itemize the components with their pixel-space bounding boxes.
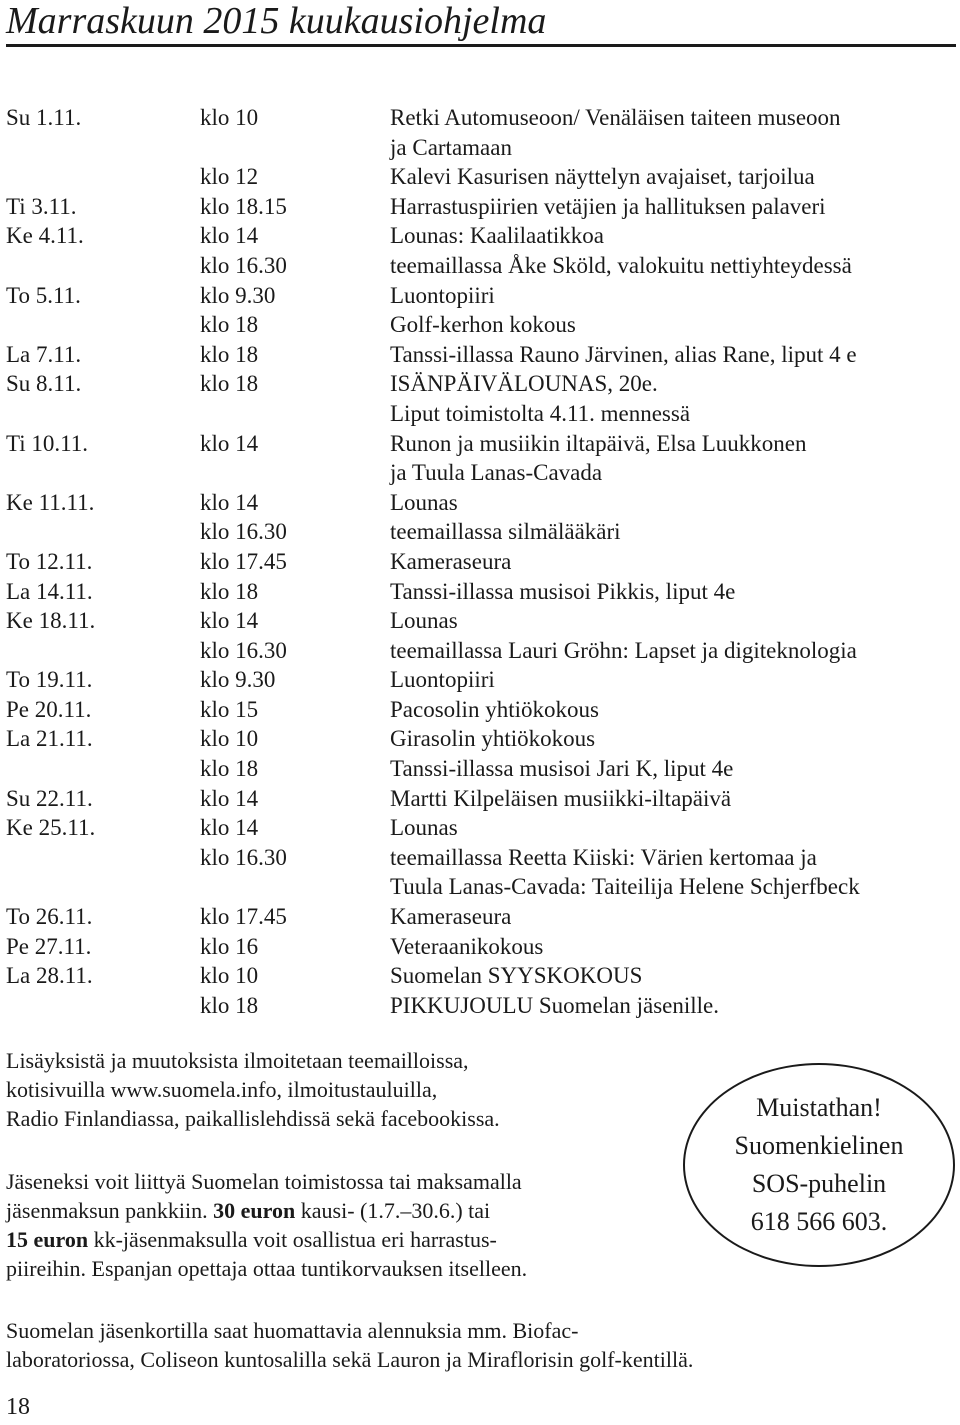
schedule-row <box>6 547 956 577</box>
schedule-day: To 12.11. <box>6 548 93 574</box>
discount-paragraph <box>6 1316 693 1374</box>
schedule-day: La 21.11. <box>6 726 93 752</box>
schedule-table <box>6 103 956 1020</box>
schedule-time: klo 18.15 <box>200 193 287 219</box>
schedule-row <box>6 872 956 902</box>
schedule-event: Lounas: Kaalilaatikkoa <box>390 223 604 249</box>
schedule-time: klo 18 <box>200 371 259 397</box>
schedule-time: klo 14 <box>200 223 259 249</box>
schedule-time: klo 14 <box>200 430 259 456</box>
announce-line: Lisäyksistä ja muutoksista ilmoitetaan teemailloissa, <box>6 1048 469 1073</box>
schedule-event: Lounas <box>390 815 458 841</box>
sos-reminder-bubble <box>683 1063 955 1267</box>
schedule-day: Su 22.11. <box>6 785 93 811</box>
schedule-time: klo 14 <box>200 489 259 515</box>
announcements-paragraph <box>6 1046 500 1133</box>
schedule-event: Luontopiiri <box>390 667 495 693</box>
page-number: 18 <box>6 1394 30 1420</box>
schedule-row <box>6 843 956 873</box>
page-title: Marraskuun 2015 kuukausiohjelma <box>6 0 547 42</box>
schedule-day: Su 8.11. <box>6 371 82 397</box>
schedule-row <box>6 488 956 518</box>
schedule-row <box>6 192 956 222</box>
membership-line: piireihin. Espanjan opettaja ottaa tuntikorvauksen itselleen. <box>6 1256 528 1281</box>
schedule-event: Runon ja musiikin iltapäivä, Elsa Luukkonen <box>390 430 807 456</box>
schedule-time: klo 16.30 <box>200 252 287 278</box>
schedule-row <box>6 991 956 1021</box>
schedule-event: Pacosolin yhtiökokous <box>390 696 599 722</box>
schedule-row <box>6 458 956 488</box>
schedule-row <box>6 369 956 399</box>
schedule-event: Tanssi-illassa musisoi Pikkis, liput 4e <box>390 578 736 604</box>
schedule-row <box>6 961 956 991</box>
reminder-line: Suomenkielinen <box>734 1131 904 1160</box>
schedule-row <box>6 251 956 281</box>
schedule-event: Liput toimistolta 4.11. mennessä <box>390 400 691 426</box>
schedule-row <box>6 636 956 666</box>
schedule-time: klo 17.45 <box>200 548 287 574</box>
schedule-row <box>6 932 956 962</box>
schedule-time: klo 15 <box>200 696 259 722</box>
schedule-time: klo 10 <box>200 105 259 130</box>
schedule-day: Ke 4.11. <box>6 223 84 249</box>
membership-line: Jäseneksi voit liittyä Suomelan toimistossa tai maksamalla <box>6 1169 522 1194</box>
schedule-row <box>6 606 956 636</box>
schedule-time: klo 16 <box>200 933 259 959</box>
schedule-time: klo 14 <box>200 785 259 811</box>
schedule-time: klo 18 <box>200 992 259 1018</box>
schedule-event: Tuula Lanas-Cavada: Taiteilija Helene Schjerfbeck <box>390 874 860 900</box>
schedule-row <box>6 103 956 133</box>
schedule-day: Ke 25.11. <box>6 815 96 841</box>
schedule-row <box>6 695 956 725</box>
schedule-row <box>6 340 956 370</box>
schedule-event: Kameraseura <box>390 904 512 930</box>
schedule-time: klo 14 <box>200 608 259 634</box>
schedule-event: Veteraanikokous <box>390 933 544 959</box>
discount-line: Suomelan jäsenkortilla saat huomattavia alennuksia mm. Biofac- <box>6 1318 579 1343</box>
schedule-event: teemaillassa silmälääkäri <box>390 519 621 545</box>
schedule-row <box>6 399 956 429</box>
membership-line <box>6 1225 527 1254</box>
schedule-time: klo 12 <box>200 164 259 190</box>
schedule-event: ISÄNPÄIVÄLOUNAS, 20e. <box>390 371 658 397</box>
schedule-event: Kalevi Kasurisen näyttelyn avajaiset, tarjoilua <box>390 164 815 190</box>
schedule-row <box>6 754 956 784</box>
schedule-day: La 28.11. <box>6 963 93 989</box>
schedule-row <box>6 221 956 251</box>
schedule-time: klo 17.45 <box>200 904 287 930</box>
announce-line: Radio Finlandiassa, paikallislehdissä sekä facebookissa. <box>6 1106 500 1131</box>
membership-text: kausi- (1.7.–30.6.) tai <box>295 1198 491 1223</box>
schedule-row <box>6 162 956 192</box>
discount-line: laboratoriossa, Coliseon kuntosalilla sekä Lauron ja Miraflorisin golf-kentillä. <box>6 1347 694 1372</box>
schedule-event: ja Tuula Lanas-Cavada <box>390 460 603 486</box>
schedule-event: Luontopiiri <box>390 282 495 308</box>
reminder-line: 618 566 603. <box>750 1207 888 1236</box>
schedule-day: La 7.11. <box>6 341 82 367</box>
announce-line: kotisivuilla www.suomela.info, ilmoitustauluilla, <box>6 1077 438 1102</box>
schedule-day: Ti 3.11. <box>6 193 77 219</box>
schedule-event: Suomelan SYYSKOKOUS <box>390 963 643 989</box>
reminder-line: Muistathan! <box>756 1093 882 1122</box>
schedule-row <box>6 429 956 459</box>
schedule-event: Golf-kerhon kokous <box>390 312 576 338</box>
schedule-event: teemaillassa Lauri Gröhn: Lapset ja digiteknologia <box>390 637 857 663</box>
schedule-event: ja Cartamaan <box>390 134 512 160</box>
schedule-row <box>6 724 956 754</box>
title-underline <box>6 44 956 47</box>
schedule-time: klo 18 <box>200 756 259 782</box>
schedule-event: Retki Automuseoon/ Venäläisen taiteen museoon <box>390 105 841 130</box>
membership-line <box>6 1196 527 1225</box>
schedule-event: Lounas <box>390 608 458 634</box>
schedule-row <box>6 310 956 340</box>
schedule-event: Tanssi-illassa musisoi Jari K, liput 4e <box>390 756 734 782</box>
schedule-day: Su 1.11. <box>6 105 82 130</box>
price-30-euro: 30 euron <box>213 1198 296 1223</box>
schedule-time: klo 9.30 <box>200 282 276 308</box>
membership-paragraph <box>6 1167 527 1283</box>
schedule-time: klo 16.30 <box>200 519 287 545</box>
schedule-day: To 26.11. <box>6 904 93 930</box>
schedule-event: Kameraseura <box>390 548 512 574</box>
schedule-row <box>6 902 956 932</box>
schedule-event: teemaillassa Åke Sköld, valokuitu nettiyhteydessä <box>390 252 852 278</box>
schedule-time: klo 9.30 <box>200 667 276 693</box>
schedule-event: Girasolin yhtiökokous <box>390 726 596 752</box>
schedule-event: Tanssi-illassa Rauno Järvinen, alias Rane, liput 4 e <box>390 341 857 367</box>
schedule-event: PIKKUJOULU Suomelan jäsenille. <box>390 992 719 1018</box>
schedule-day: Ke 11.11. <box>6 489 95 515</box>
schedule-day: Ti 10.11. <box>6 430 89 456</box>
schedule-day: To 5.11. <box>6 282 81 308</box>
schedule-row <box>6 281 956 311</box>
schedule-row <box>6 133 956 163</box>
schedule-time: klo 10 <box>200 726 259 752</box>
schedule-time: klo 16.30 <box>200 844 287 870</box>
schedule-event: teemaillassa Reetta Kiiski: Värien kertomaa ja <box>390 844 817 870</box>
schedule-row <box>6 517 956 547</box>
schedule-event: Lounas <box>390 489 458 515</box>
schedule-row <box>6 665 956 695</box>
membership-text: kk-jäsenmaksulla voit osallistua eri harrastus- <box>88 1227 497 1252</box>
schedule-row <box>6 784 956 814</box>
schedule-time: klo 18 <box>200 341 259 367</box>
schedule-time: klo 16.30 <box>200 637 287 663</box>
schedule-day: Ke 18.11. <box>6 608 96 634</box>
reminder-line: SOS-puhelin <box>751 1169 887 1198</box>
membership-text: jäsenmaksun pankkiin. <box>6 1198 214 1223</box>
price-15-euro: 15 euron <box>6 1227 89 1252</box>
schedule-day: Pe 20.11. <box>6 696 92 722</box>
schedule-time: klo 10 <box>200 963 259 989</box>
schedule-row <box>6 813 956 843</box>
schedule-row <box>6 577 956 607</box>
schedule-day: La 14.11. <box>6 578 93 604</box>
schedule-event: Harrastuspiirien vetäjien ja hallituksen palaveri <box>390 193 826 219</box>
schedule-day: To 19.11. <box>6 667 93 693</box>
schedule-time: klo 18 <box>200 312 259 338</box>
schedule-time: klo 18 <box>200 578 259 604</box>
schedule-day: Pe 27.11. <box>6 933 92 959</box>
schedule-time: klo 14 <box>200 815 259 841</box>
schedule-event: Martti Kilpeläisen musiikki-iltapäivä <box>390 785 732 811</box>
